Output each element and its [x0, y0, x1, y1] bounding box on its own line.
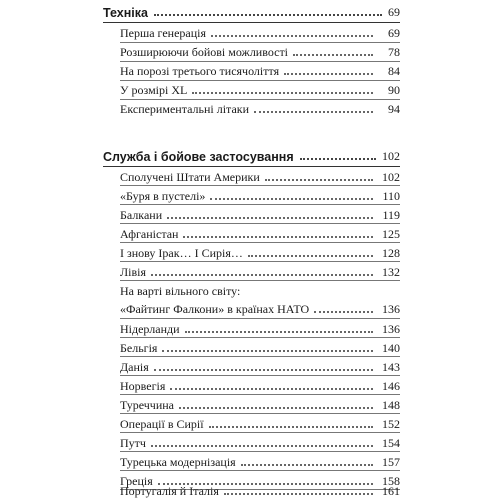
- entry-page-number: 152: [382, 417, 400, 431]
- section-page-number: 69: [388, 5, 400, 19]
- toc-entry: [120, 393, 400, 412]
- toc-entry: [120, 203, 400, 222]
- dot-leader: [167, 217, 373, 219]
- entry-title: Лівія: [120, 265, 146, 279]
- toc-entry: [120, 317, 400, 336]
- entry-title: Турецька модернізація: [120, 455, 236, 469]
- toc-entry-heading-line: [120, 279, 400, 298]
- toc-entry: [120, 21, 400, 40]
- entry-title: Португалія й Італія: [120, 484, 219, 498]
- entry-title: На порозі третього тисячоліття: [120, 64, 280, 78]
- toc-entry: [120, 297, 400, 316]
- entry-title: На варті вільного світу:: [120, 284, 241, 298]
- entry-page-number: 132: [382, 265, 400, 279]
- entry-title: «Файтинг Фалкони» в країнах НАТО: [120, 302, 310, 316]
- entry-page-number: 84: [388, 64, 400, 78]
- entry-title: Нідерланди: [120, 322, 180, 336]
- entry-page-number: 94: [388, 102, 400, 116]
- entry-page-number: 125: [382, 227, 400, 241]
- entry-title: Перша генерація: [120, 26, 206, 40]
- entry-page-number: 146: [382, 379, 400, 393]
- toc-entry: [120, 480, 400, 498]
- entry-title: Норвегія: [120, 379, 166, 393]
- dot-leader: [185, 331, 373, 333]
- entry-page-number: 140: [382, 341, 400, 355]
- section-heading-technika: [103, 0, 400, 20]
- entry-title: І знову Ірак… І Сирія…: [120, 246, 243, 260]
- dot-leader: [179, 407, 373, 409]
- entry-title: Сполучені Штати Америки: [120, 170, 260, 184]
- dot-leader: [265, 179, 373, 181]
- dot-leader: [154, 369, 373, 371]
- entry-title: «Буря в пустелі»: [120, 189, 206, 203]
- entry-page-number: 119: [382, 208, 400, 222]
- dot-leader: [209, 426, 373, 428]
- toc-entry: [120, 222, 400, 241]
- entry-page-number: 69: [388, 26, 400, 40]
- section-title: Служба і бойове застосування: [103, 150, 294, 164]
- dot-leader: [151, 274, 373, 276]
- toc-entry: [120, 184, 400, 203]
- dot-leader: [183, 236, 373, 238]
- toc-entry: [120, 59, 400, 78]
- dot-leader: [192, 92, 373, 94]
- entry-title: Путч: [120, 436, 146, 450]
- toc-entry: [120, 165, 400, 184]
- dot-leader: [241, 464, 373, 466]
- dot-leader: [170, 388, 373, 390]
- entry-title: У розмірі XL: [120, 83, 188, 97]
- entry-title: Операції в Сирії: [120, 417, 204, 431]
- dot-leader: [210, 198, 373, 200]
- dot-leader: [211, 35, 373, 37]
- entry-page-number: 90: [388, 83, 400, 97]
- entry-title: Розширюючи бойові можливості: [120, 45, 289, 59]
- section-heading-service: [103, 144, 400, 164]
- toc-entry: [120, 78, 400, 97]
- section-page-number: 102: [382, 149, 400, 163]
- entry-title: Балкани: [120, 208, 163, 222]
- toc-entry: [120, 336, 400, 355]
- entry-page-number: 143: [382, 360, 400, 374]
- toc-entry: [120, 412, 400, 431]
- dot-leader: [300, 158, 376, 160]
- toc-entry: [120, 355, 400, 374]
- dot-leader: [154, 14, 382, 16]
- entry-page-number: 161: [382, 484, 400, 498]
- entry-title: Греція: [120, 474, 153, 488]
- entry-page-number: 110: [382, 189, 400, 203]
- dot-leader: [314, 311, 373, 313]
- toc-entry: [120, 260, 400, 279]
- toc-entry: [120, 241, 400, 260]
- dot-leader: [162, 350, 373, 352]
- toc-entry: [120, 374, 400, 393]
- section-title: Техніка: [103, 6, 148, 20]
- entry-page-number: 78: [388, 45, 400, 59]
- entry-title: Експериментальні літаки: [120, 102, 250, 116]
- dot-leader: [293, 54, 373, 56]
- entry-title: Данія: [120, 360, 149, 374]
- entry-page-number: 102: [382, 170, 400, 184]
- entry-page-number: 148: [382, 398, 400, 412]
- entry-title: Бельгія: [120, 341, 158, 355]
- dot-leader: [151, 445, 373, 447]
- dot-leader: [284, 73, 373, 75]
- dot-leader: [224, 493, 373, 495]
- entry-page-number: 158: [382, 474, 400, 488]
- entry-page-number: 136: [382, 322, 400, 336]
- entry-page-number: 157: [382, 455, 400, 469]
- toc-entry: [120, 40, 400, 59]
- entry-page-number: 128: [382, 246, 400, 260]
- entry-title: Туреччина: [120, 398, 174, 412]
- dot-leader: [254, 111, 373, 113]
- dot-leader: [248, 255, 373, 257]
- entry-title: Афганістан: [120, 227, 179, 241]
- toc-entry: [120, 431, 400, 450]
- entry-page-number: 136: [382, 302, 400, 316]
- toc-entry: [120, 97, 400, 116]
- entry-page-number: 154: [382, 436, 400, 450]
- toc-entry: [120, 450, 400, 469]
